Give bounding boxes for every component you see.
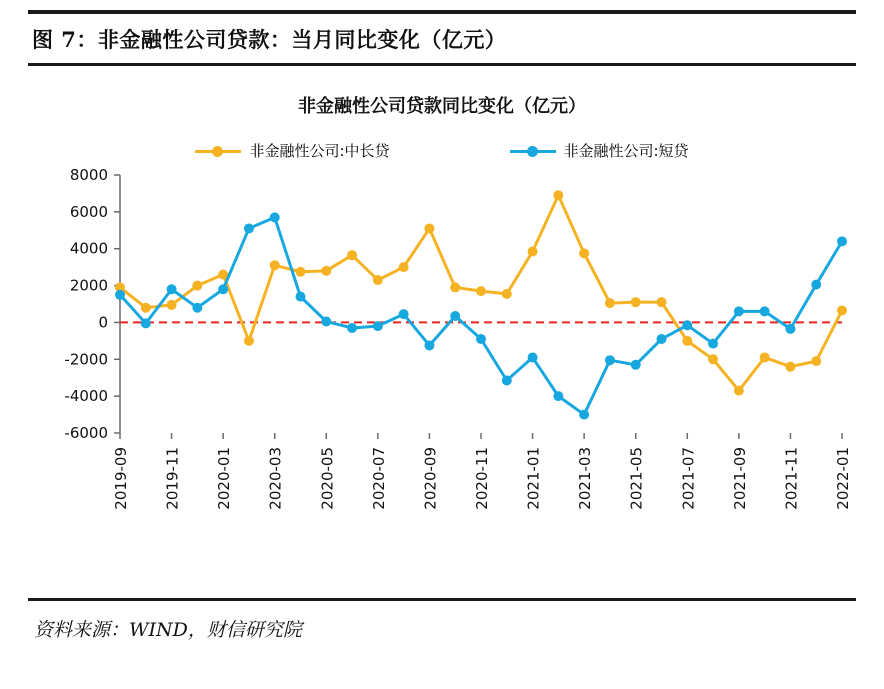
series-point-0 <box>192 281 202 291</box>
x-axis-tick-label: 2019-11 <box>163 447 182 510</box>
x-axis-tick-label: 2021-07 <box>679 447 698 510</box>
x-axis-tick-label: 2021-09 <box>730 447 749 510</box>
figure-page <box>0 10 884 689</box>
series-point-1 <box>785 324 795 334</box>
series-point-0 <box>244 336 254 346</box>
series-point-0 <box>785 362 795 372</box>
y-axis-tick-label: -6000 <box>64 424 108 442</box>
series-point-0 <box>141 303 151 313</box>
series-point-1 <box>631 360 641 370</box>
y-axis-tick-label: 2000 <box>69 276 108 295</box>
series-point-1 <box>682 320 692 330</box>
series-point-1 <box>192 303 202 313</box>
y-axis-tick-label: 6000 <box>69 202 108 221</box>
series-point-0 <box>528 246 538 256</box>
series-point-0 <box>502 289 512 299</box>
x-axis-tick-label: 2021-05 <box>627 447 646 510</box>
x-axis-tick-label: 2021-03 <box>576 447 595 510</box>
series-point-1 <box>373 321 383 331</box>
series-point-0 <box>373 275 383 285</box>
line-chart-svg <box>28 161 856 561</box>
y-axis-tick-label: 8000 <box>69 166 108 184</box>
legend-item-1 <box>510 140 689 161</box>
series-point-1 <box>734 306 744 316</box>
series-point-0 <box>760 352 770 362</box>
series-point-1 <box>605 355 615 365</box>
x-axis-tick-label: 2020-07 <box>369 447 388 510</box>
series-point-0 <box>631 297 641 307</box>
series-point-0 <box>476 286 486 296</box>
chart-legend <box>28 140 856 161</box>
x-axis-tick-label: 2021-11 <box>782 447 801 510</box>
series-point-1 <box>218 284 228 294</box>
y-axis-tick-label: 4000 <box>69 239 108 258</box>
series-point-1 <box>579 410 589 420</box>
legend-label-1: 非金融性公司:短贷 <box>563 142 689 160</box>
series-point-0 <box>450 282 460 292</box>
series-point-0 <box>347 250 357 260</box>
x-axis-tick-label: 2020-03 <box>266 447 285 510</box>
series-point-0 <box>270 260 280 270</box>
legend-item-0 <box>195 140 389 161</box>
series-point-0 <box>605 298 615 308</box>
series-point-1 <box>450 311 460 321</box>
series-point-0 <box>657 297 667 307</box>
x-axis-tick-label: 2019-09 <box>112 447 130 510</box>
y-axis-tick-label: 0 <box>98 313 108 332</box>
x-axis-tick-label: 2020-01 <box>215 447 234 510</box>
series-point-1 <box>476 334 486 344</box>
chart-title: 非金融性公司贷款同比变化（亿元） <box>298 96 586 117</box>
series-point-1 <box>528 352 538 362</box>
y-axis-tick-label: -2000 <box>64 350 108 369</box>
y-axis-tick-label: -4000 <box>64 387 108 406</box>
series-point-1 <box>141 318 151 328</box>
series-point-0 <box>399 262 409 272</box>
series-point-1 <box>760 306 770 316</box>
series-point-0 <box>553 190 563 200</box>
series-point-1 <box>424 340 434 350</box>
series-point-0 <box>682 336 692 346</box>
series-point-0 <box>734 386 744 396</box>
series-point-1 <box>296 292 306 302</box>
chart-area <box>28 66 856 596</box>
series-point-1 <box>167 284 177 294</box>
series-point-1 <box>553 391 563 401</box>
legend-marker-icon-0 <box>195 144 241 158</box>
series-point-1 <box>347 323 357 333</box>
x-axis-tick-label: 2020-05 <box>318 447 337 510</box>
series-point-1 <box>657 334 667 344</box>
legend-marker-icon-1 <box>510 144 556 158</box>
plot-wrapper <box>28 161 856 561</box>
x-axis-tick-label: 2020-11 <box>473 447 491 510</box>
series-point-1 <box>115 290 125 300</box>
series-point-0 <box>296 267 306 277</box>
series-point-1 <box>502 375 512 385</box>
series-point-0 <box>708 354 718 364</box>
series-point-0 <box>811 356 821 366</box>
series-point-1 <box>708 339 718 349</box>
series-point-0 <box>837 305 847 315</box>
series-point-1 <box>811 280 821 290</box>
series-point-0 <box>321 266 331 276</box>
source-note: 资料来源：WIND，财信研究院 <box>34 619 302 641</box>
figure-caption: 图 7：非金融性公司贷款：当月同比变化（亿元） <box>32 27 507 52</box>
series-point-1 <box>244 223 254 233</box>
series-point-0 <box>424 223 434 233</box>
x-axis-tick-label: 2022-01 <box>834 447 852 510</box>
x-axis-tick-label: 2020-09 <box>421 447 440 510</box>
series-point-0 <box>579 248 589 258</box>
series-point-1 <box>399 309 409 319</box>
x-axis-tick-label: 2021-01 <box>524 447 543 510</box>
series-point-1 <box>270 212 280 222</box>
series-point-1 <box>321 317 331 327</box>
legend-label-0: 非金融性公司:中长贷 <box>249 142 390 160</box>
series-point-1 <box>837 236 847 246</box>
series-point-0 <box>167 300 177 310</box>
